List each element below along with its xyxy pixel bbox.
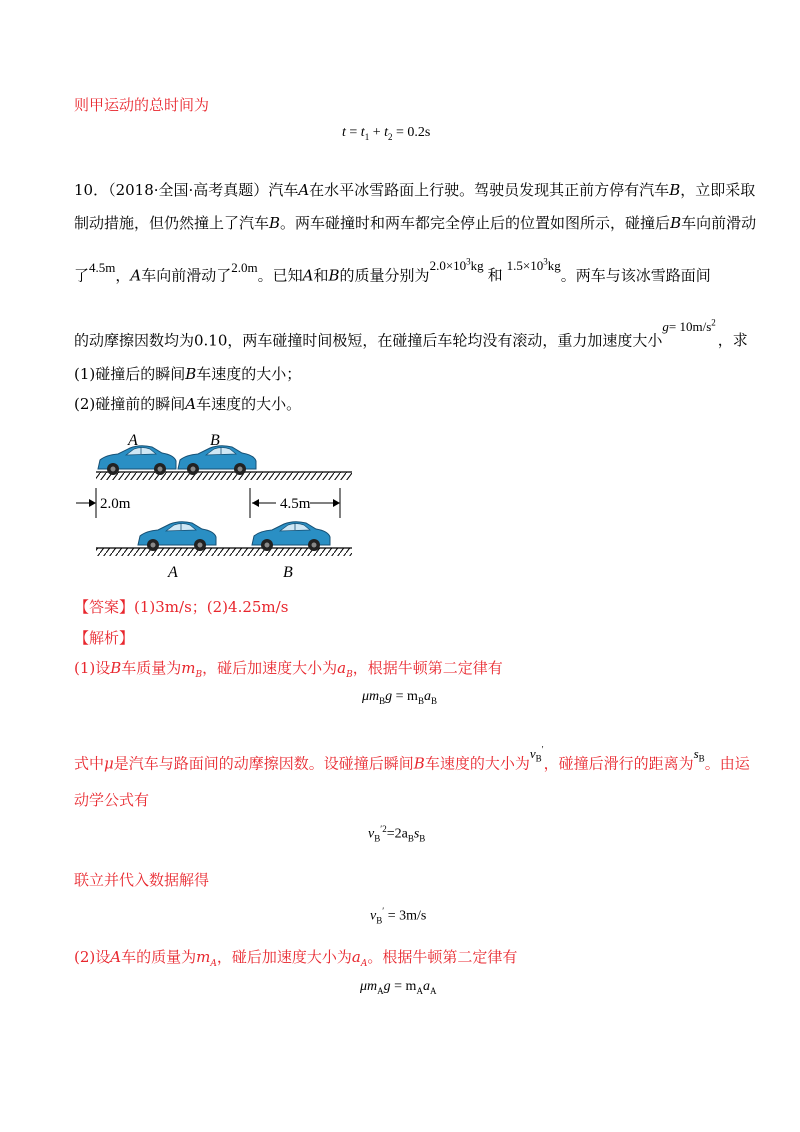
problem-line-2: 制动措施，但仍然撞上了汽车B。两车碰撞时和两车都完全停止后的位置如图所示，碰撞后B车向前滑动 xyxy=(74,214,757,232)
bottom-car-b xyxy=(252,522,330,551)
collision-figure xyxy=(76,425,366,585)
analysis-line-1: (1)设B车质量为$m_B$，碰后加速度大小为$a_B$，根据牛顿第二定律有 xyxy=(74,659,503,680)
analysis-line-5: (2)设A车的质量为$m_A$，碰后加速度大小为$a_A$。根据牛顿第二定律有 xyxy=(74,948,518,969)
problem-line-4: 的动摩擦因数均为0.10，两车碰撞时间极短，在碰撞后车轮均没有滚动，重力加速度大小$g= 10m/s^2$，求 xyxy=(74,318,748,350)
equation-4: $\mu m_Ag = m_Aa_A$ xyxy=(360,979,437,996)
dim-left-arrowhead xyxy=(89,499,96,507)
dim-right-arrowhead-l xyxy=(252,499,259,507)
problem-line-3: 了4.5m，A车向前滑动了2.0m。已知A和B的质量分别为$2.0\times 10^3kg$和$1.5\times 10^3kg$。两车与该冰雪路面间 xyxy=(74,257,711,285)
equation-1: $\mu m_Bg = m_Ba_B$ xyxy=(362,689,437,706)
equation-3: $v_B' = 3m/s$ xyxy=(370,906,427,926)
top-label-b: B xyxy=(210,432,220,449)
prev-equation: $t = t_1 + t_2 = 0.2s$ xyxy=(342,125,431,142)
problem-line-1: 10．（2018·全国·高考真题）汽车A在水平冰雪路面上行驶。驾驶员发现其正前方停有汽车B，立即采取 xyxy=(74,181,756,199)
question-1: (1)碰撞后的瞬间B车速度的大小； xyxy=(74,365,302,383)
top-car-b xyxy=(178,446,256,475)
bottom-label-b: B xyxy=(283,564,293,581)
prev-solution-line: 则甲运动的总时间为 xyxy=(74,96,210,114)
analysis-tag: 【解析】 xyxy=(74,629,135,647)
equation-2: $v_B^{'2}=2a_Bs_B$ xyxy=(368,824,426,844)
bottom-label-a: A xyxy=(168,564,178,581)
analysis-line-3: 动学公式有 xyxy=(74,791,150,809)
answer-line: 【答案】(1)3m/s；(2)4.25m/s xyxy=(74,598,289,616)
dim-right-arrowhead-r xyxy=(333,499,340,507)
bottom-car-a xyxy=(138,522,216,551)
top-car-a xyxy=(98,446,176,475)
dim-right-label: 4.5m xyxy=(280,496,311,512)
question-2: (2)碰撞前的瞬间A车速度的大小。 xyxy=(74,395,302,413)
analysis-line-2: 式中μ是汽车与路面间的动摩擦因数。设碰撞后瞬间B车速度的大小为$v_B'$，碰撞后滑行的距离为$s_B$。由运 xyxy=(74,745,750,773)
top-label-a: A xyxy=(128,432,138,449)
dim-left-label: 2.0m xyxy=(100,496,131,512)
analysis-line-4: 联立并代入数据解得 xyxy=(74,871,210,889)
top-ground-hatch xyxy=(96,472,352,480)
